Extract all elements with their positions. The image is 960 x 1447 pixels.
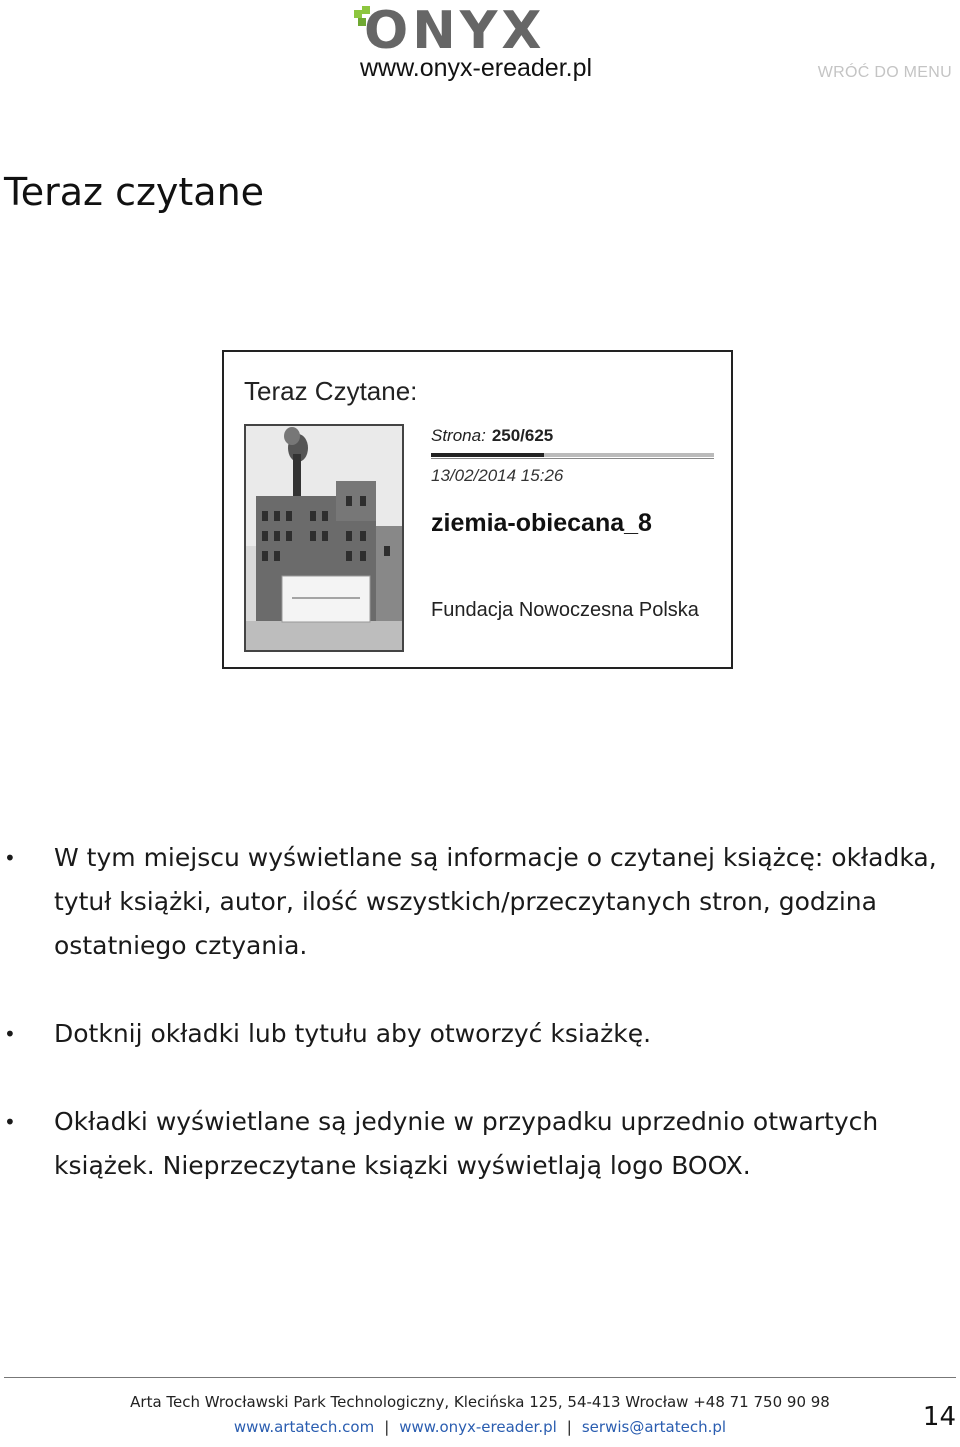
bullet-item (0, 1012, 960, 1056)
site-url-link[interactable]: www.onyx-ereader.pl (360, 54, 593, 82)
footer-address: Arta Tech Wrocławski Park Technologiczny, Klecińska 125, 54-413 Wrocław +48 71 750 90 98 (130, 1393, 830, 1411)
book-title-link[interactable]: ziemia-obiecana_8 (431, 509, 652, 537)
page-count (431, 426, 553, 446)
page-number: 14 (922, 1402, 956, 1432)
service-email-link[interactable]: serwis@artatech.pl (581, 1418, 727, 1436)
bullet-text: W tym miejscu wyświetlane są informacje o czytanej książcę: okładka, tytuł książki, autor, ilość wszystkich/przeczytanych stron, godzina ostatniego cztyania. (54, 843, 937, 960)
page-title: Teraz czytane (4, 170, 265, 214)
footer-divider (4, 1377, 956, 1378)
cover-illustration (246, 426, 402, 650)
bullet-item (0, 1100, 960, 1188)
bullet-text: Okładki wyświetlane są jedynie w przypadku uprzednio otwartych książek. Nieprzeczytane ksiązki wyświetlają logo BOOX. (54, 1107, 879, 1180)
progress-fill (431, 453, 544, 457)
page-label: Strona: (431, 426, 486, 445)
info-bullet-list (0, 836, 960, 1232)
onyx-logo[interactable] (352, 4, 608, 52)
device-screenshot (222, 350, 733, 669)
onyx-link[interactable]: www.onyx-ereader.pl (399, 1418, 557, 1436)
progress-track (431, 458, 714, 459)
footer-links (0, 1418, 960, 1436)
bullet-item (0, 836, 960, 968)
bullet-dot-icon: • (4, 1022, 16, 1046)
back-to-menu-link[interactable]: WRÓĆ DO MENU (817, 64, 952, 81)
last-read-datetime: 13/02/2014 15:26 (431, 466, 564, 485)
artatech-link[interactable]: www.artatech.com (233, 1418, 375, 1436)
page-value: 250/625 (491, 426, 554, 445)
book-author: Fundacja Nowoczesna Polska (431, 599, 699, 621)
reading-progress-bar (431, 453, 714, 457)
footer-separator: | (566, 1418, 572, 1436)
book-cover[interactable] (244, 424, 404, 652)
bullet-dot-icon: • (4, 1110, 16, 1134)
now-reading-title: Teraz Czytane: (244, 376, 418, 406)
bullet-text: Dotknij okładki lub tytułu aby otworzyć ksiażkę. (54, 1019, 652, 1048)
bullet-dot-icon: • (4, 846, 16, 870)
svg-text:ONYX: ONYX (364, 4, 546, 52)
footer-separator: | (384, 1418, 390, 1436)
